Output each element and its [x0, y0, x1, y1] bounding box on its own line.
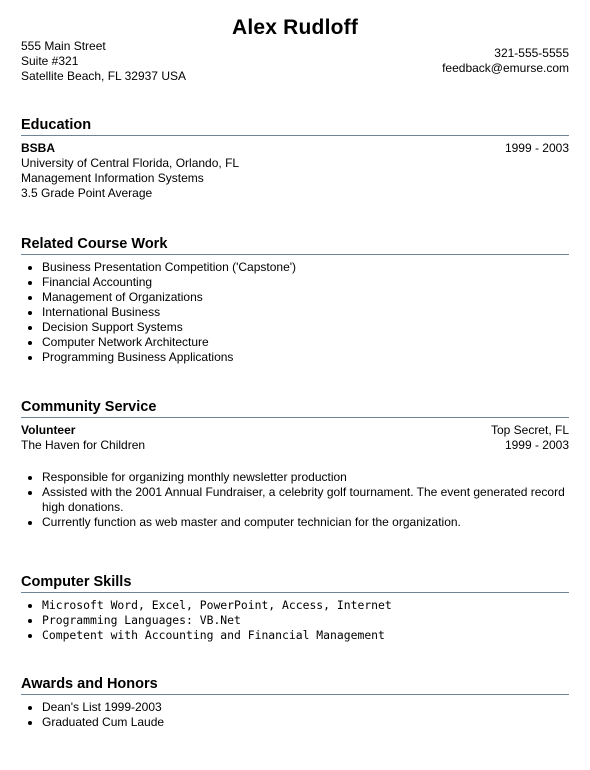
address-line-city: Satellite Beach, FL 32937 USA [21, 69, 186, 83]
awards-section [21, 676, 569, 730]
list-item: • Responsible for organizing monthly newsletter production [42, 470, 569, 485]
community-duties-list [21, 470, 569, 530]
community-service-heading: Community Service [21, 399, 569, 418]
list-item: • Competent with Accounting and Financial Management [42, 628, 569, 643]
list-item: • Programming Business Applications [42, 350, 569, 365]
address-line-suite: Suite #321 [21, 54, 79, 68]
computer-skills-section [21, 574, 569, 643]
list-item: • Graduated Cum Laude [42, 715, 569, 730]
address-line-street: 555 Main Street [21, 39, 106, 53]
community-org-row [21, 438, 569, 453]
course-work-heading: Related Course Work [21, 236, 569, 255]
education-major: Management Information Systems [21, 171, 204, 185]
list-item: • Currently function as web master and computer technician for the organization. [42, 515, 569, 530]
list-item: • Management of Organizations [42, 290, 569, 305]
list-item: • Decision Support Systems [42, 320, 569, 335]
list-item: • Financial Accounting [42, 275, 569, 290]
education-degree-row [21, 141, 569, 156]
community-role: Volunteer [21, 423, 76, 437]
list-item: • Programming Languages: VB.Net [42, 613, 569, 628]
awards-list [21, 700, 569, 730]
community-organization: The Haven for Children [21, 438, 146, 452]
list-item: • Dean's List 1999-2003 [42, 700, 569, 715]
community-role-row [21, 423, 569, 438]
email-address: feedback@emurse.com [442, 61, 569, 75]
education-school: University of Central Florida, Orlando, FL [21, 156, 240, 170]
awards-heading: Awards and Honors [21, 676, 569, 695]
list-item: • Microsoft Word, Excel, PowerPoint, Access, Internet [42, 598, 569, 613]
computer-skills-heading: Computer Skills [21, 574, 569, 593]
resume-page [21, 0, 569, 770]
community-location: Top Secret, FL [490, 423, 569, 437]
computer-skills-list [21, 598, 569, 643]
list-item: • International Business [42, 305, 569, 320]
community-service-section [21, 399, 569, 530]
education-years: 1999 - 2003 [504, 141, 569, 155]
course-work-section [21, 236, 569, 365]
education-gpa: 3.5 Grade Point Average [21, 186, 153, 200]
list-item: • Business Presentation Competition ('Capstone') [42, 260, 569, 275]
phone-number: 321-555-5555 [494, 46, 569, 60]
community-years: 1999 - 2003 [504, 438, 569, 452]
candidate-name: Alex Rudloff [231, 16, 359, 39]
list-item: • Computer Network Architecture [42, 335, 569, 350]
course-work-list [21, 260, 569, 365]
education-section [21, 117, 569, 201]
mailing-address [21, 39, 186, 84]
education-heading: Education [21, 117, 569, 136]
education-degree: BSBA [21, 141, 56, 155]
list-item: • Assisted with the 2001 Annual Fundraiser, a celebrity golf tournament. The event generated record high donations. [42, 485, 569, 515]
contact-info [442, 46, 569, 76]
